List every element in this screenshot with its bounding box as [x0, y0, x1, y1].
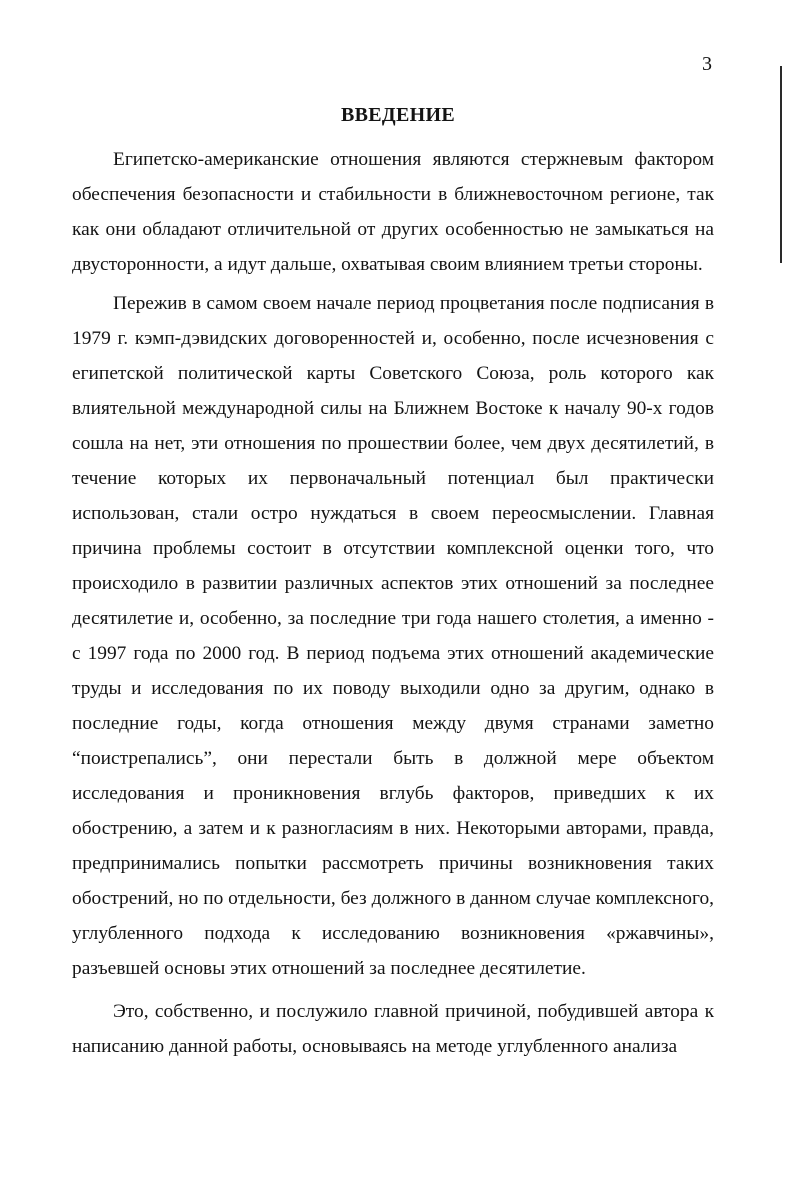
paragraph-2: Пережив в самом своем начале период процветания после подписания в 1979 г. кэмп-дэвидских договоренностей и, особенно, после исчезновения с египетской политической карты Советского Союза, роль которого как влиятельной международной силы на Ближнем Востоке к началу 90-х годов сошла на нет, эти отношения по прошествии более, чем двух десятилетий, в течение которых их первоначальный потенциал был практически использован, стали остро нуждаться в своем переосмыслении. Главная причина проблемы состоит в отсутствии комплексной оценки того, что происходило в развитии различных аспектов этих отношений за последнее десятилетие и, особенно, за последние три года нашего столетия, а именно - с 1997 года по 2000 год. В период подъема этих отношений академические труды и исследования по их поводу выходили одно за другим, однако в последние годы, когда отношения между двумя странами заметно “поистрепались”, они перестали быть в должной мере объектом исследования и проникновения вглубь факторов, приведших к их обострению, а затем и к разногласиям в них. Некоторыми авторами, правда, предпринимались попытки рассмотреть причины возникновения таких обострений, но по отдельности, без должного в данном случае комплексного, углубленного подхода к исследованию возникновения «ржавчины», разъевшей основы этих отношений за последнее десятилетие. [72, 293, 714, 979]
paragraph-3: Это, собственно, и послужило главной причиной, побудившей автора к написанию данной работы, основываясь на методе углубленного анализа [72, 1001, 714, 1057]
page-title: ВВЕДЕНИЕ [341, 104, 455, 126]
scan-edge-line [780, 66, 782, 263]
paragraph-1: Египетско-американские отношения являются стержневым фактором обеспечения безопасности и стабильности в ближневосточном регионе, так как они обладают отличительной от других особенностью не замыкаться на двусторонности, а идут дальше, охватывая своим влиянием третьи стороны. [72, 149, 714, 275]
page-number: 3 [702, 53, 712, 75]
body-text [72, 142, 714, 1064]
